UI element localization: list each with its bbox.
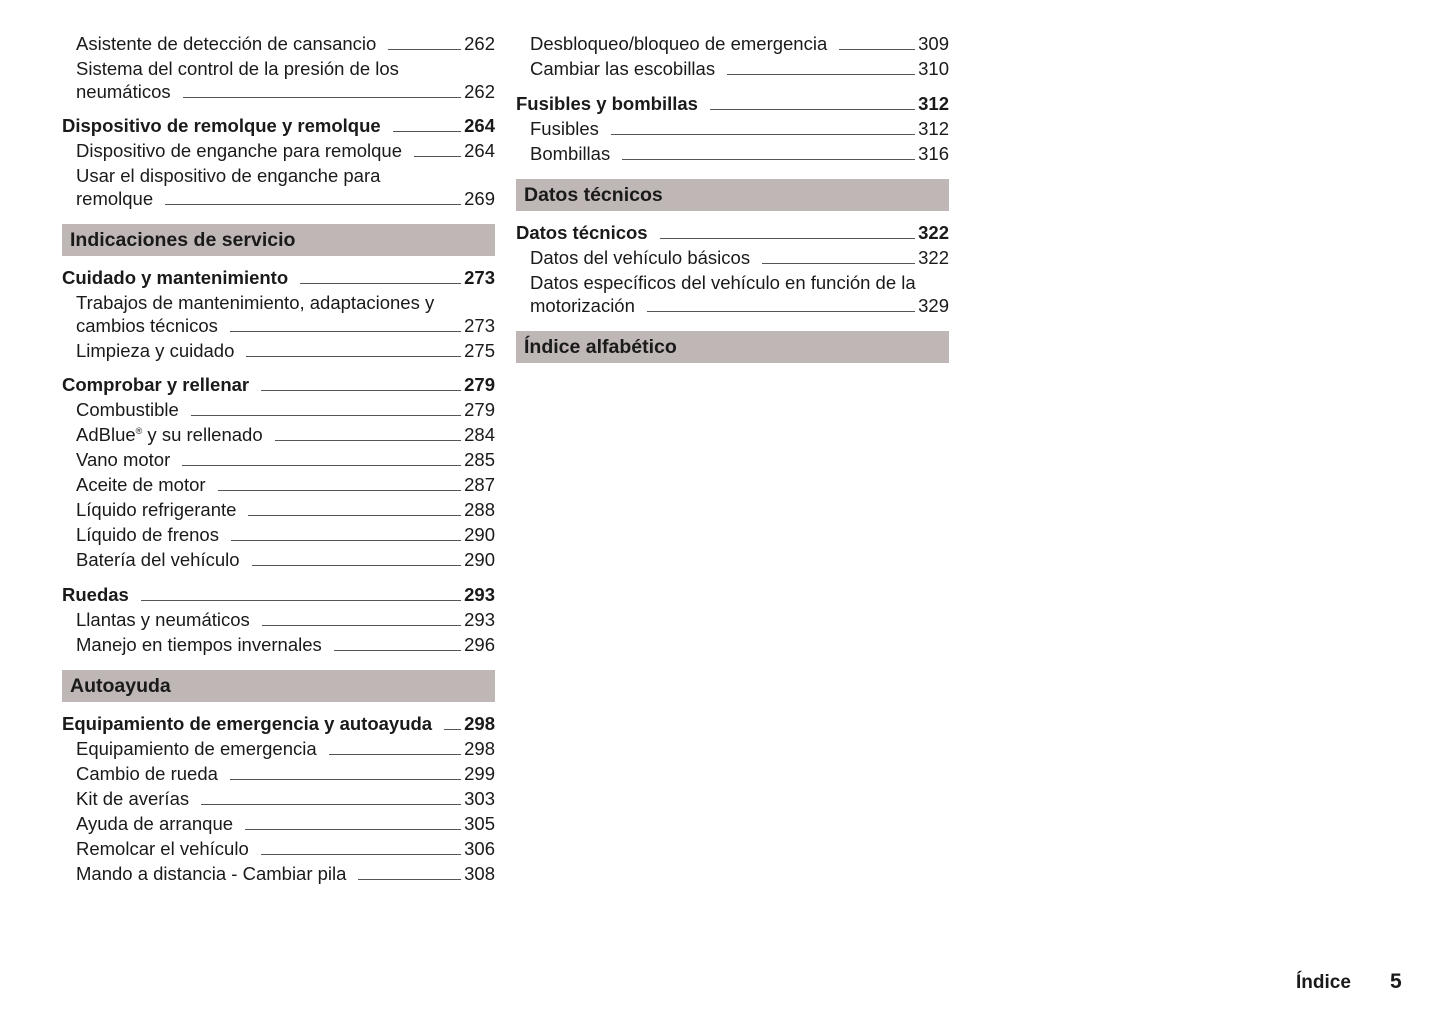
- toc-entry-remolcar[interactable]: Remolcar el vehículo 306: [76, 838, 495, 859]
- page-number: 322: [918, 247, 949, 268]
- toc-entry-usar-line1[interactable]: Usar el dispositivo de enganche para: [76, 165, 381, 186]
- page-number: 262: [464, 33, 495, 54]
- toc-heading-comprobar[interactable]: Comprobar y rellenar 279: [62, 374, 495, 395]
- page-number: 273: [464, 267, 495, 288]
- toc-heading-fusibles[interactable]: Fusibles y bombillas 312: [516, 93, 949, 114]
- page-number: 264: [464, 140, 495, 161]
- page-number: 312: [918, 93, 949, 114]
- toc-entry-trabajos[interactable]: cambios técnicos 273: [76, 315, 495, 336]
- toc-entry-equipamiento[interactable]: Equipamiento de emergencia 298: [76, 738, 495, 759]
- toc-entry-presion[interactable]: neumáticos 262: [76, 81, 495, 102]
- toc-entry-refrigerante[interactable]: Líquido refrigerante 288: [76, 499, 495, 520]
- page-number: 288: [464, 499, 495, 520]
- toc-entry-escobillas[interactable]: Cambiar las escobillas 310: [530, 58, 949, 79]
- page-number: 298: [464, 738, 495, 759]
- page-number: 298: [464, 713, 495, 734]
- toc-entry-arranque[interactable]: Ayuda de arranque 305: [76, 813, 495, 834]
- toc-heading-equipamiento[interactable]: Equipamiento de emergencia y autoayuda 298: [62, 713, 495, 734]
- page-number: 290: [464, 549, 495, 570]
- toc-entry-desbloqueo[interactable]: Desbloqueo/bloqueo de emergencia 309: [530, 33, 949, 54]
- toc-entry-kit[interactable]: Kit de averías 303: [76, 788, 495, 809]
- page-number: 293: [464, 609, 495, 630]
- page-number: 329: [918, 295, 949, 316]
- toc-heading-ruedas[interactable]: Ruedas 293: [62, 584, 495, 605]
- toc-entry-bombillas[interactable]: Bombillas 316: [530, 143, 949, 164]
- page-number: 285: [464, 449, 495, 470]
- page-number: 275: [464, 340, 495, 361]
- section-band-datos: Datos técnicos: [516, 179, 949, 211]
- page-number: 316: [918, 143, 949, 164]
- toc-entry-especificos[interactable]: motorización 329: [530, 295, 949, 316]
- page-number: 299: [464, 763, 495, 784]
- page-number: 305: [464, 813, 495, 834]
- toc-entry-vano[interactable]: Vano motor 285: [76, 449, 495, 470]
- toc-entry-mando[interactable]: Mando a distancia - Cambiar pila 308: [76, 863, 495, 884]
- section-band-autoayuda: Autoayuda: [62, 670, 495, 702]
- toc-entry-basicos[interactable]: Datos del vehículo básicos 322: [530, 247, 949, 268]
- toc-entry-cambio-rueda[interactable]: Cambio de rueda 299: [76, 763, 495, 784]
- toc-entry-limpieza[interactable]: Limpieza y cuidado 275: [76, 340, 495, 361]
- page-number: 309: [918, 33, 949, 54]
- toc-entry-fusibles[interactable]: Fusibles 312: [530, 118, 949, 139]
- section-band-indice[interactable]: Índice alfabético: [516, 331, 949, 363]
- section-band-servicio: Indicaciones de servicio: [62, 224, 495, 256]
- page-number: 290: [464, 524, 495, 545]
- page-number: 303: [464, 788, 495, 809]
- page-number: 279: [464, 374, 495, 395]
- toc-entry-combustible[interactable]: Combustible 279: [76, 399, 495, 420]
- toc-entry-enganche[interactable]: Dispositivo de enganche para remolque 264: [76, 140, 495, 161]
- toc-entry-asistente[interactable]: Asistente de detección de cansancio 262: [76, 33, 495, 54]
- footer-page-number: 5: [1390, 970, 1402, 993]
- page-number: 269: [464, 188, 495, 209]
- page-number: 312: [918, 118, 949, 139]
- page-number: 293: [464, 584, 495, 605]
- toc-entry-frenos[interactable]: Líquido de frenos 290: [76, 524, 495, 545]
- page-number: 287: [464, 474, 495, 495]
- toc-heading-remolque[interactable]: Dispositivo de remolque y remolque 264: [62, 115, 495, 136]
- page-number: 308: [464, 863, 495, 884]
- toc-heading-cuidado[interactable]: Cuidado y mantenimiento 273: [62, 267, 495, 288]
- page-number: 310: [918, 58, 949, 79]
- toc-entry-invernales[interactable]: Manejo en tiempos invernales 296: [76, 634, 495, 655]
- page-number: 306: [464, 838, 495, 859]
- toc-entry-aceite[interactable]: Aceite de motor 287: [76, 474, 495, 495]
- toc-entry-presion-line1[interactable]: Sistema del control de la presión de los: [76, 58, 399, 79]
- toc-entry-especificos-line1[interactable]: Datos específicos del vehículo en función de la: [530, 272, 916, 293]
- page-number: 273: [464, 315, 495, 336]
- page-number: 264: [464, 115, 495, 136]
- toc-heading-datos[interactable]: Datos técnicos 322: [516, 222, 949, 243]
- toc-entry-adblue[interactable]: AdBlue® y su rellenado 284: [76, 424, 495, 445]
- page-number: 322: [918, 222, 949, 243]
- footer-section-title: Índice: [1296, 972, 1351, 993]
- toc-entry-trabajos-line1[interactable]: Trabajos de mantenimiento, adaptaciones y: [76, 292, 435, 313]
- toc-entry-usar[interactable]: remolque 269: [76, 188, 495, 209]
- page-number: 296: [464, 634, 495, 655]
- toc-entry-llantas[interactable]: Llantas y neumáticos 293: [76, 609, 495, 630]
- page-number: 284: [464, 424, 495, 445]
- page-number: 262: [464, 81, 495, 102]
- page-number: 279: [464, 399, 495, 420]
- toc-entry-bateria[interactable]: Batería del vehículo 290: [76, 549, 495, 570]
